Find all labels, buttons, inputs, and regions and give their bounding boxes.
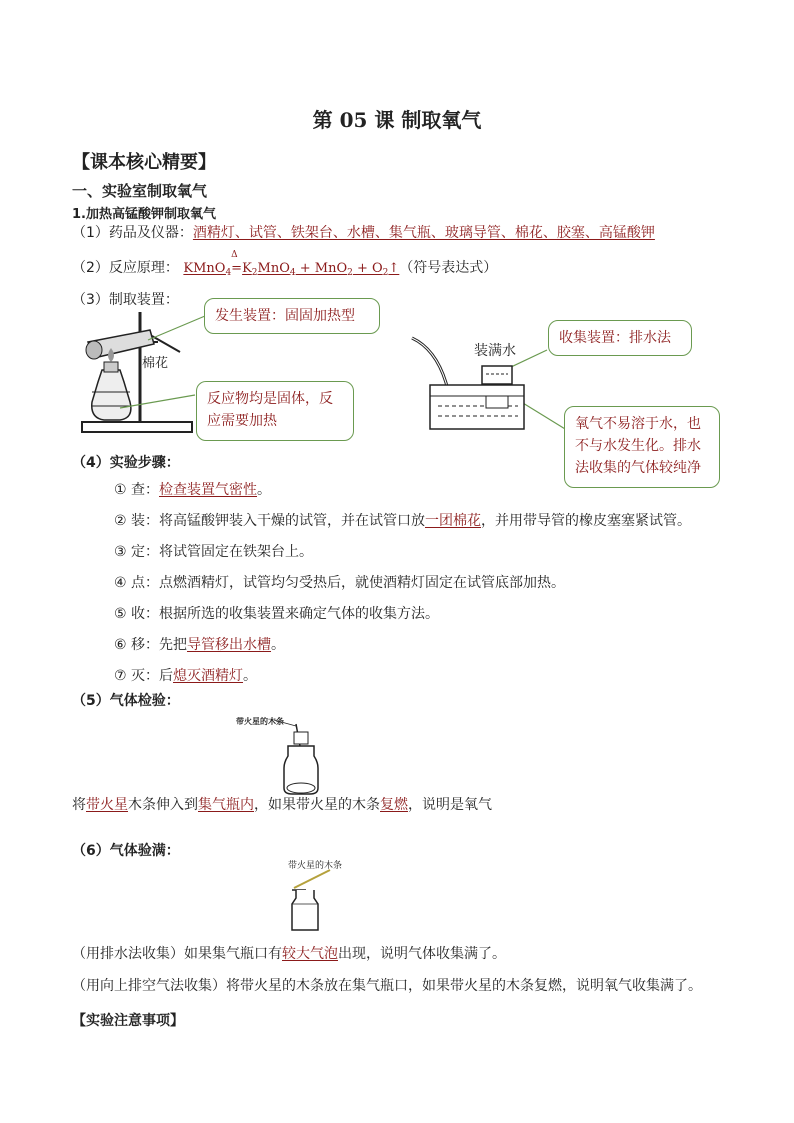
step-text: 。 [257,482,272,498]
item-apparatus: （3）制取装置： [72,292,179,308]
item-steps: （4）实验步骤： [72,455,180,471]
answer-text: 带火星 [86,797,128,813]
heat-condition: Δ [231,250,238,260]
item-gas-full: （6）气体验满： [72,843,180,859]
step-text: ③ 定：将试管固定在铁架台上。 [114,544,314,560]
answer-text: 复燃 [380,797,408,813]
step-item [114,541,313,561]
step-text: ④ 点：点燃酒精灯，试管均匀受热后，就使酒精灯固定在试管底部加热。 [114,575,565,591]
gas-test-figure [236,716,326,796]
fill-water-label: 装满水 [474,343,516,359]
answer-text: 较大气泡 [282,946,338,962]
page-title: 第 05 课 制取氧气 [312,108,482,132]
step-text: ，并用带导管的橡皮塞塞紧试管。 [481,513,691,529]
step-item [114,572,565,592]
reaction-equation: KMnO$_4$ Δ $=K_2MnO_4 + MnO_2$ + $O_2↑$ [183,250,400,278]
subsection-heading: 1.加热高锰酸钾制取氧气 [72,207,216,222]
core-section-title: 【课本核心精要】 [72,152,216,173]
answer-text: 一团棉花 [425,513,481,529]
callout-answer: 排水法 [629,330,671,346]
callout-property: 氧气不易溶于水，也不与水发生化。排水法收集的气体较纯净 [564,406,720,488]
callout-generator [204,298,380,334]
step-text: ⑤ 收：根据所选的收集装置来确定气体的收集方法。 [114,606,439,622]
callout-reason: 反应物均是固体，反应需要加热 [196,381,354,441]
step-item [114,634,285,654]
answer-text: 导管移出水槽 [187,637,272,653]
step-text: 。 [271,637,286,653]
callout-answer: 固固加热型 [285,308,355,324]
item-label: （1）药品及仪器： [72,225,193,241]
cotton-label: 棉花 [142,356,169,371]
step-text: ⑥ 移：先把 [114,637,188,653]
callout-collector [548,320,692,356]
step-text: ② 装：将高锰酸钾装入干燥的试管，并在试管口放 [114,513,425,529]
answer-text: 检查装置气密性 [159,482,258,498]
item-label: （2）反应原理： [72,260,179,276]
gas-full-figure [276,860,346,934]
step-text: ⑦ 灭：后 [114,668,174,684]
full-air-sentence: （用向上排空气法收集）将带火星的木条放在集气瓶口，如果带火星的木条复燃，说明氧气收集满了。 [72,978,702,994]
gas-test-figure-label: 带火星的木条 [236,717,284,726]
notes-title: 【实验注意事项】 [72,1013,184,1029]
item-gas-test: （5）气体检验： [72,693,180,709]
equation-note: （符号表达式） [399,260,498,276]
step-item [114,479,271,499]
gas-full-figure-label: 带火星的木条 [288,861,343,871]
step-text: 。 [243,668,258,684]
answer-text: 酒精灯、试管、铁架台、水槽、集气瓶、玻璃导管、棉花、胶塞、高锰酸钾 [192,225,655,241]
step-item [114,510,691,530]
answer-text: 集气瓶内 [198,797,254,813]
step-item [114,603,439,623]
step-item [114,665,257,685]
section-heading: 一、实验室制取氧气 [72,182,208,200]
callout-label: 发生装置： [215,308,285,324]
gas-test-sentence: 将带火星木条伸入到集气瓶内，如果带火星的木条复燃，说明是氧气 [72,797,492,813]
step-text: ① 查： [114,482,160,498]
full-water-sentence: （用排水法收集）如果集气瓶口有较大气泡出现，说明气体收集满了。 [72,946,506,962]
callout-label: 收集装置： [559,330,629,346]
answer-text: 熄灭酒精灯 [173,668,244,684]
